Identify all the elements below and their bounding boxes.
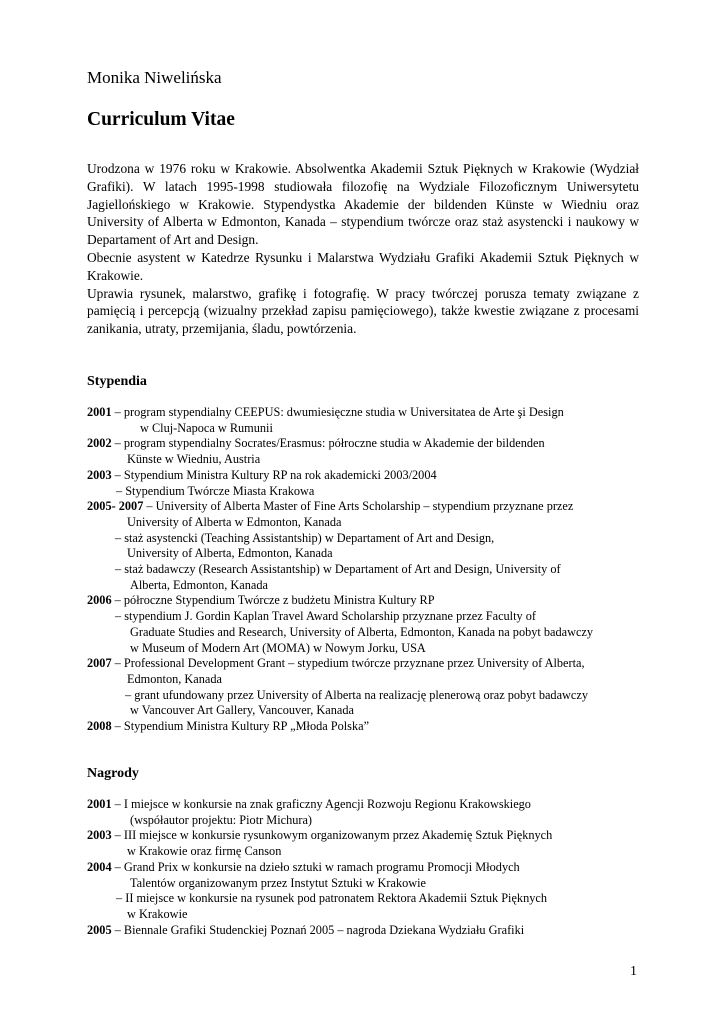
nagrody-list xyxy=(87,797,647,938)
entry-line xyxy=(87,907,647,923)
entry-line xyxy=(87,844,647,860)
entry-text: – program stypendialny CEEPUS: dwumiesięczne studia w Universitatea de Arte şi Design xyxy=(111,405,564,419)
entry-text: w Krakowie xyxy=(127,906,188,921)
entry-text: w Museum of Modern Art (MOMA) w Nowym Jorku, USA xyxy=(130,640,426,655)
entry-line xyxy=(87,421,647,437)
entry-text: – stypendium J. Gordin Kaplan Travel Award Scholarship przyznane przez Faculty of xyxy=(115,609,536,624)
entry-line xyxy=(87,876,647,892)
entry-line xyxy=(87,578,647,594)
entry-text: – II miejsce w konkursie na rysunek pod patronatem Rektora Akademii Sztuk Pięknych xyxy=(116,891,547,906)
entry-year: 2002 xyxy=(87,436,112,451)
entry-line xyxy=(87,468,647,484)
entry-text: – University of Alberta Master of Fine Arts Scholarship – stypendium przyznane przez xyxy=(143,499,574,514)
entry-year: 2008 xyxy=(87,719,112,734)
entry-text: – Biennale Grafiki Studenckiej Poznań 2005 – nagroda Dziekana Wydziału Grafiki xyxy=(111,922,525,937)
entry-text: Edmonton, Kanada xyxy=(127,671,222,686)
entry-line xyxy=(87,452,647,468)
entry-year: 2003 xyxy=(87,467,112,482)
entry-line xyxy=(87,891,647,907)
entry-line xyxy=(87,719,647,735)
stypendia-heading: Stypendia xyxy=(87,374,147,389)
entry-text: – Professional Development Grant – stypedium twórcze przyznane przez University of Alberta, xyxy=(111,656,585,671)
entry-text: (współautor projektu: Piotr Michura) xyxy=(130,812,313,827)
entry-line xyxy=(87,499,647,515)
entry-line xyxy=(87,531,647,547)
entry-text: – Stypendium Twórcze Miasta Krakowa xyxy=(116,483,315,498)
entry-year: 2006 xyxy=(87,593,112,608)
entry-line xyxy=(87,703,647,719)
entry-text: Talentów organizowanym przez Instytut Sztuki w Krakowie xyxy=(130,875,427,890)
entry-line xyxy=(87,860,647,876)
entry-line xyxy=(87,797,647,813)
entry-line xyxy=(87,562,647,578)
entry-line xyxy=(87,688,647,704)
entry-text: – staż asystencki (Teaching Assistantship) w Departament of Art and Design, xyxy=(115,530,495,545)
entry-text: w Krakowie oraz firmę Canson xyxy=(127,844,282,859)
entry-line xyxy=(87,546,647,562)
entry-text: – I miejsce w konkursie na znak graficzny Agencji Rozwoju Regionu Krakowskiego xyxy=(111,797,531,811)
entry-text: – Grand Prix w konkursie na dzieło sztuki w ramach programu Promocji Młodych xyxy=(111,859,520,874)
author-name: Monika Niwelińska xyxy=(87,68,222,87)
document-title: Curriculum Vitae xyxy=(87,109,235,130)
entry-text: w Vancouver Art Gallery, Vancouver, Kanada xyxy=(130,703,354,718)
entry-text: w Cluj-Napoca w Rumunii xyxy=(140,420,273,435)
entry-line xyxy=(87,515,647,531)
entry-line xyxy=(87,625,647,641)
entry-year: 2001 xyxy=(87,405,112,419)
entry-text: – program stypendialny Socrates/Erasmus: półroczne studia w Akademie der bildenden xyxy=(111,436,545,451)
entry-line xyxy=(87,609,647,625)
entry-line xyxy=(87,484,647,500)
entry-line xyxy=(87,641,647,657)
entry-line xyxy=(87,436,647,452)
entry-text: University of Alberta, Edmonton, Kanada xyxy=(127,546,333,561)
entry-line xyxy=(87,593,647,609)
entry-line xyxy=(87,813,647,829)
entry-text: – grant ufundowany przez University of Alberta na realizację plenerową oraz pobyt badawczy xyxy=(125,687,588,702)
biography xyxy=(87,160,639,338)
entry-text: Graduate Studies and Research, University of Alberta, Edmonton, Kanada na pobyt badawczy xyxy=(130,624,594,639)
entry-text: University of Alberta w Edmonton, Kanada xyxy=(127,514,342,529)
bio-paragraph: Urodzona w 1976 roku w Krakowie. Absolwentka Akademii Sztuk Pięknych w Krakowie (Wydział Grafiki). W latach 1995-1998 studiowała filozofię na Wydziale Filozoficznym Uniwersytetu Jagiellońskiego w Krakowie. Stypendystka Akademie der bildenden Künste w Wiedniu oraz University of Alberta w Edmonton, Kanada – stypendium twórcze oraz staż asystencki i naukowy w Departament of Art and Design. xyxy=(87,161,639,248)
bio-paragraph: Uprawia rysunek, malarstwo, grafikę i fotografię. W pracy twórczej porusza tematy związane z pamięcią i percepcją (wizualny przekład zapisu pamięciowego), także kwestie związane z procesami zanikania, utraty, przemijania, śladu, powtórzenia. xyxy=(87,285,639,337)
entry-year: 2007 xyxy=(87,656,112,671)
entry-year: 2003 xyxy=(87,828,112,843)
entry-year: 2005 xyxy=(87,922,112,937)
stypendia-list xyxy=(87,405,647,735)
entry-text: – staż badawczy (Research Assistantship) w Departament of Art and Design, University of xyxy=(115,562,561,577)
nagrody-heading: Nagrody xyxy=(87,766,139,781)
bio-paragraph: Obecnie asystent w Katedrze Rysunku i Malarstwa Wydziału Grafiki Akademii Sztuk Pięknych w Krakowie. xyxy=(87,249,639,283)
entry-line xyxy=(87,828,647,844)
entry-text: – Stypendium Ministra Kultury RP „Młoda Polska” xyxy=(111,719,370,734)
entry-year: 2005- 2007 xyxy=(87,499,144,514)
entry-text: – Stypendium Ministra Kultury RP na rok akademicki 2003/2004 xyxy=(111,467,437,482)
entry-text: Alberta, Edmonton, Kanada xyxy=(130,577,268,592)
entry-text: – III miejsce w konkursie rysunkowym organizowanym przez Akademię Sztuk Pięknych xyxy=(111,828,553,843)
entry-line xyxy=(87,923,647,939)
entry-line xyxy=(87,405,647,421)
entry-line xyxy=(87,656,647,672)
entry-text: Künste w Wiedniu, Austria xyxy=(127,452,261,467)
entry-year: 2001 xyxy=(87,797,112,811)
page-number: 1 xyxy=(630,964,637,979)
entry-year: 2004 xyxy=(87,859,112,874)
entry-line xyxy=(87,672,647,688)
entry-text: – półroczne Stypendium Twórcze z budżetu Ministra Kultury RP xyxy=(111,593,435,608)
